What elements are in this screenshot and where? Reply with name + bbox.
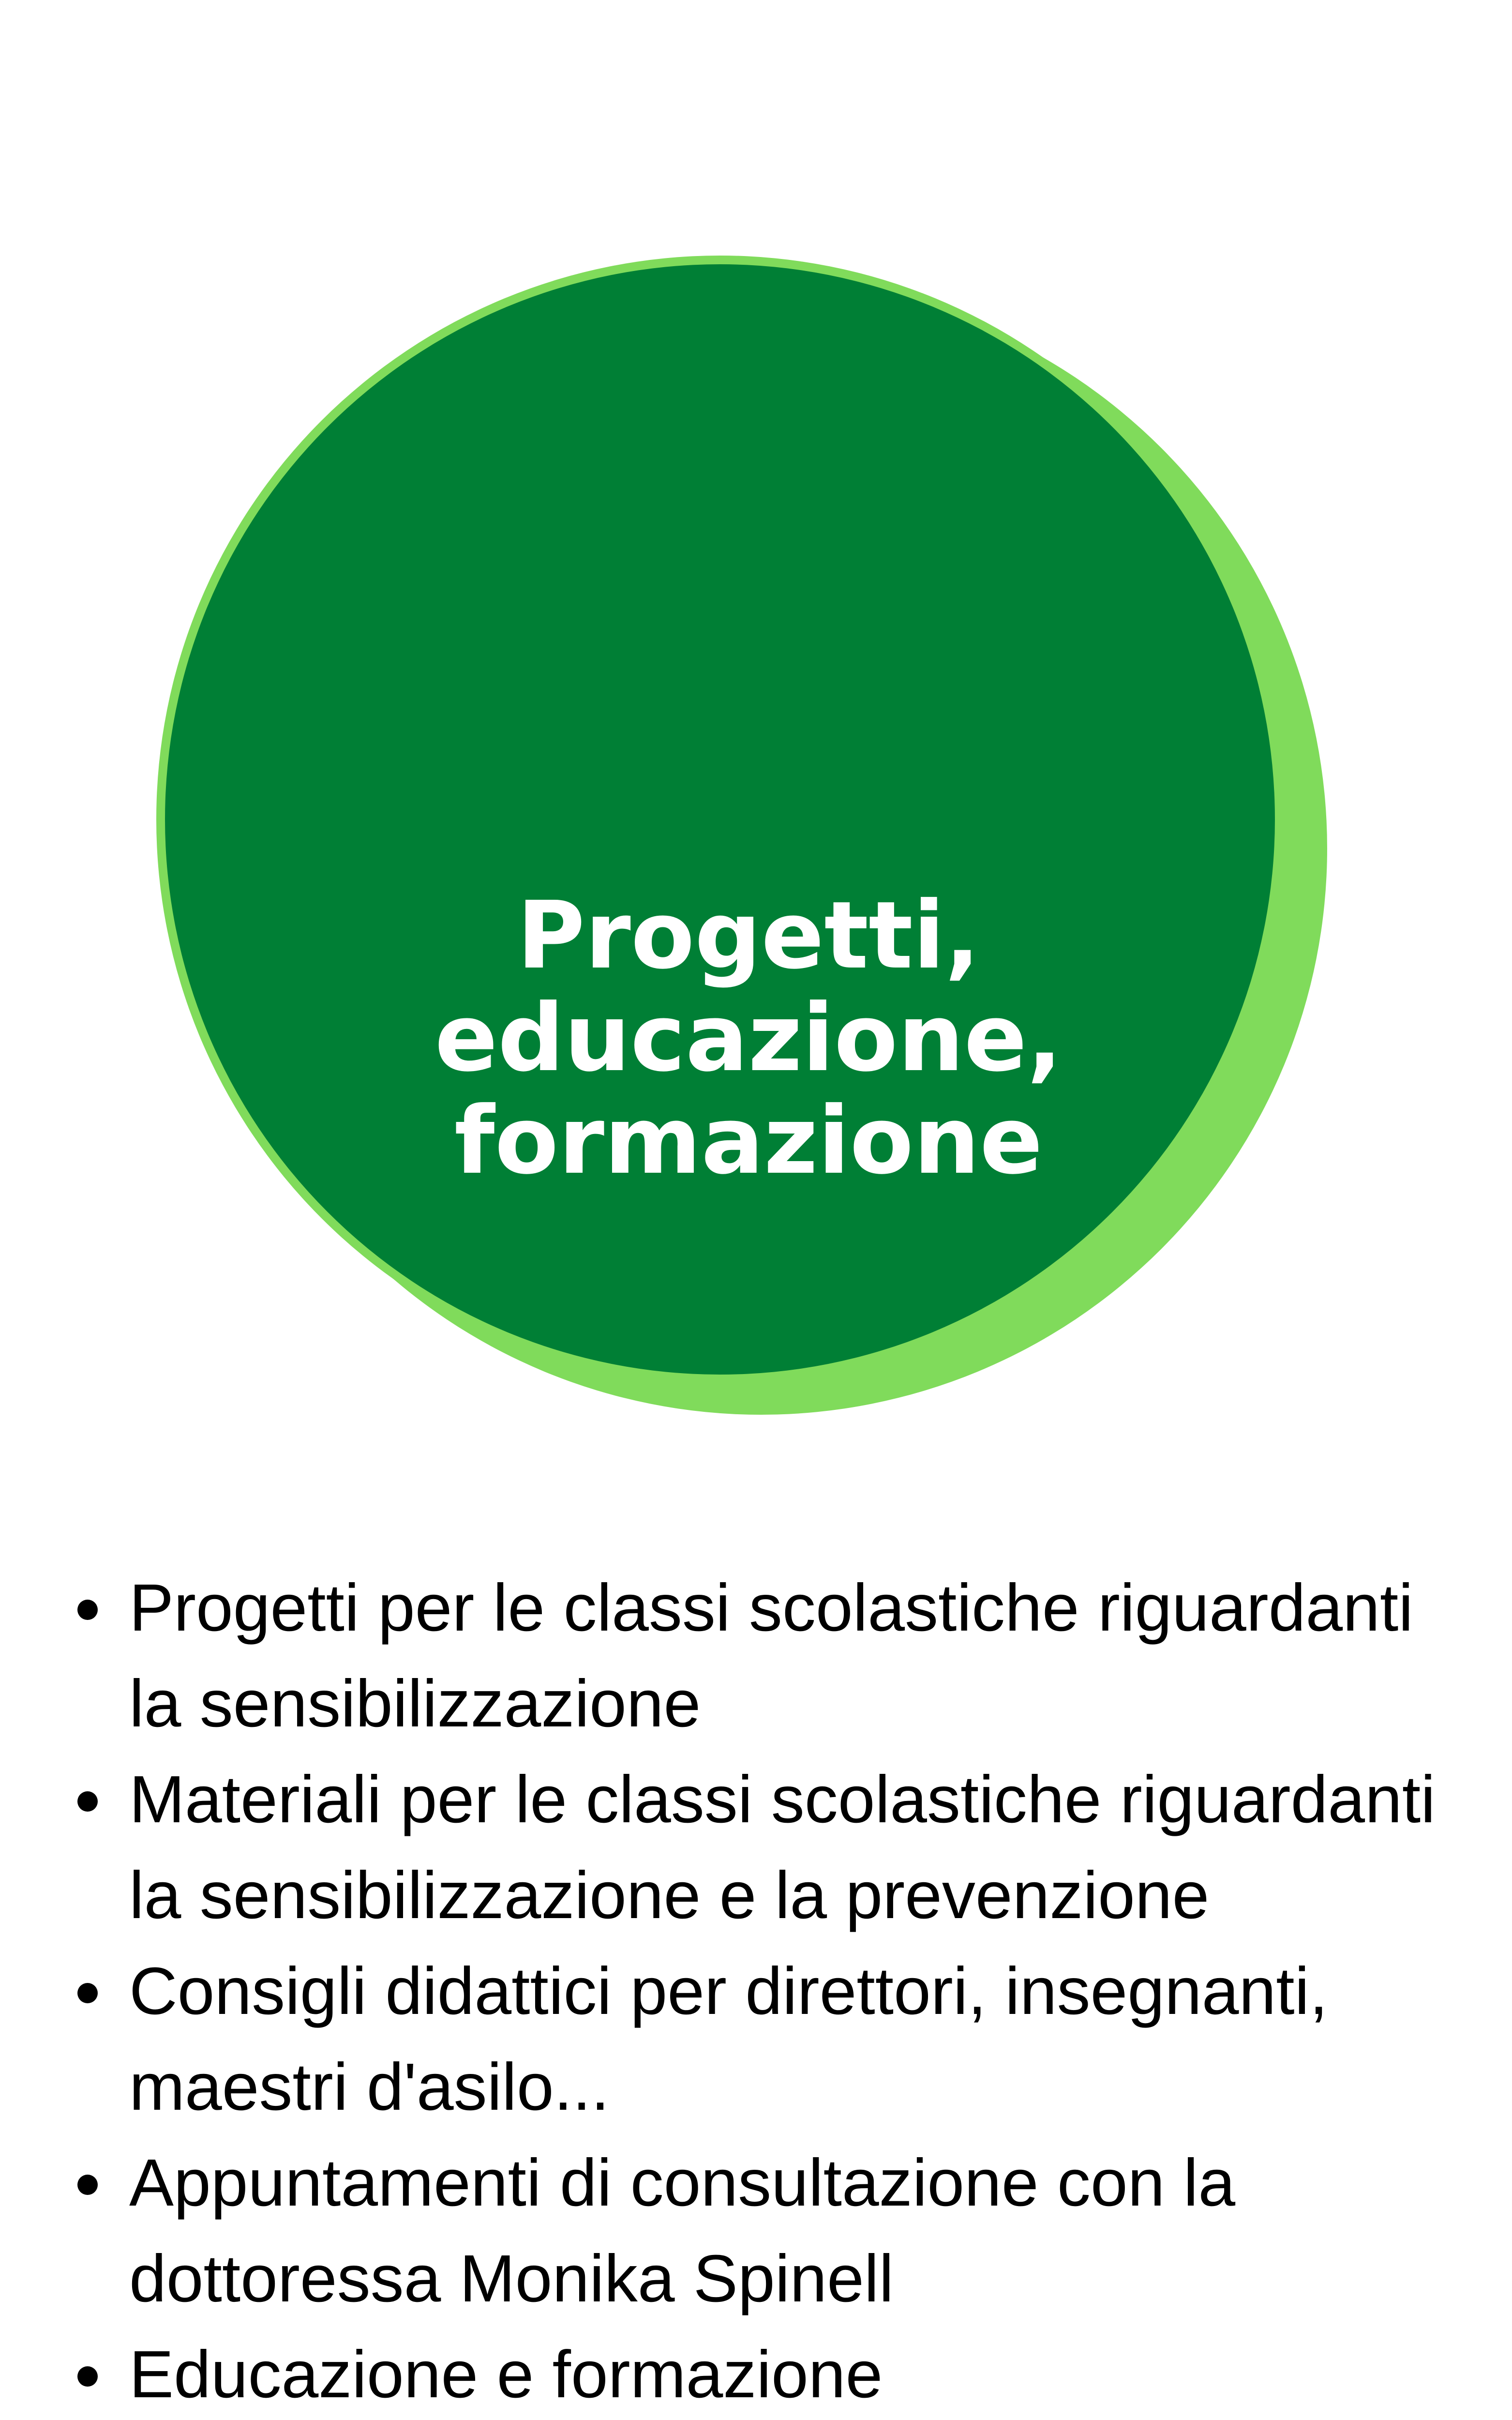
hero-circle bbox=[156, 256, 1327, 1427]
list-item-text: Materiali per le classi scolastiche riguardanti la sensibilizzazione e la prevenzione bbox=[129, 1762, 1436, 1933]
bullet-dot-icon bbox=[77, 1791, 98, 1812]
list-item bbox=[77, 1752, 1471, 1943]
list-item-text: Consigli didattici per direttori, insegnanti, maestri d'asilo... bbox=[129, 1954, 1328, 2124]
list-item bbox=[77, 2135, 1471, 2327]
list-item bbox=[77, 1560, 1471, 1752]
bullet-dot-icon bbox=[77, 2366, 98, 2387]
hero-circle-fill bbox=[165, 264, 1275, 1375]
list-item-text: Progetti per le classi scolastiche riguardanti la sensibilizzazione bbox=[129, 1571, 1413, 1741]
bullet-dot-icon bbox=[77, 1600, 98, 1620]
list-item-text: Educazione e formazione bbox=[129, 2337, 883, 2412]
bullet-dot-icon bbox=[77, 2175, 98, 2195]
hero-title-line: educazione, bbox=[434, 984, 1063, 1092]
list-item bbox=[77, 2327, 1471, 2420]
list-item bbox=[77, 1943, 1471, 2135]
hero-title-line: Progetti, bbox=[517, 882, 980, 990]
hero-circle-ring bbox=[156, 256, 1284, 1383]
bullet-dot-icon bbox=[77, 1983, 98, 2003]
hero-title-line: formazione bbox=[454, 1087, 1043, 1195]
list-item-text: Appuntamenti di consultazione con la dottoressa Monika Spinell bbox=[129, 2146, 1236, 2316]
hero-title bbox=[156, 882, 1327, 1195]
services-list bbox=[77, 1560, 1471, 2420]
